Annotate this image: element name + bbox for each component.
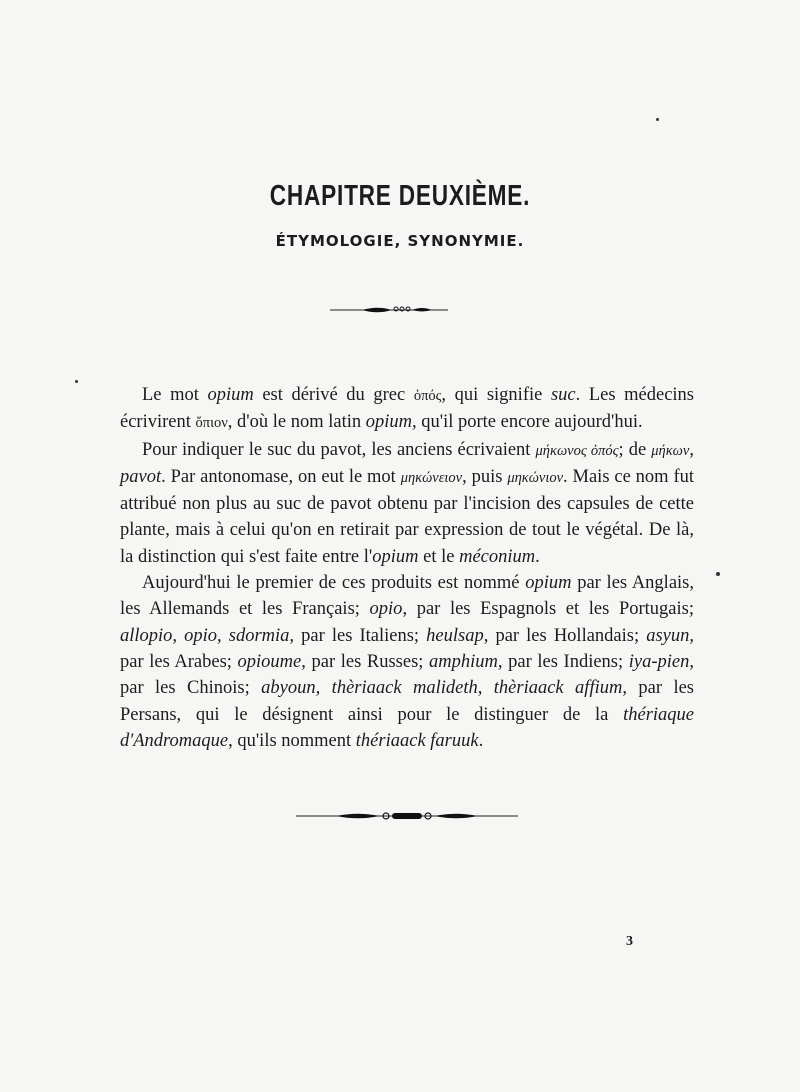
paragraph-2: Pour indiquer le suc du pavot, les anciens écrivaient μήκωνος ὀπός; de μήκων, pavot. Par antonomase, on eut le mot μηκώνειον, puis μηκώνιον. Mais ce nom fut attribué non plus au suc de pavot obtenu par l'incision des capsules de cette plante, mais à celui qu'on en retirait par expression de tout le végétal. De là, la distinction qui s'est faite entre l'opium et le méconium. — [120, 439, 694, 567]
ornament-divider-top — [330, 300, 450, 318]
chapter-title: CHAPITRE DEUXIÈME. — [269, 180, 531, 212]
paragraph-3: Aujourd'hui le premier de ces produits est nommé opium par les Anglais, les Allemands et les Français; opio, par les Espagnols et les Portugais; allopio, opio, sdormia, par les Italiens; heulsap, par les Hollandais; asyun, par les Arabes; opioume, par les Russes; amphium, par les Indiens; iya-pien, par les Chinois; abyoun, thèriaack malideth, thèriaack affium, par les Persans, qui le désignent ainsi pour le distinguer de la thériaque d'Andromaque, qu'ils nomment thériaack faruuk. — [120, 573, 695, 751]
speck-mark — [75, 380, 78, 383]
chapter-subtitle: ÉTYMOLOGIE, SYNONYMIE. — [275, 232, 525, 250]
body-text — [120, 382, 694, 754]
speck-mark — [656, 118, 659, 121]
speck-mark — [716, 572, 720, 576]
ornament-divider-bottom — [296, 806, 518, 826]
paragraph-1: Le mot opium est dérivé du grec ὀπός, qui signifie suc. Les médecins écrivirent ὄπιον, d'où le nom latin opium, qu'il porte encore aujourd'hui. — [120, 385, 694, 433]
page-number: 3 — [626, 934, 633, 949]
